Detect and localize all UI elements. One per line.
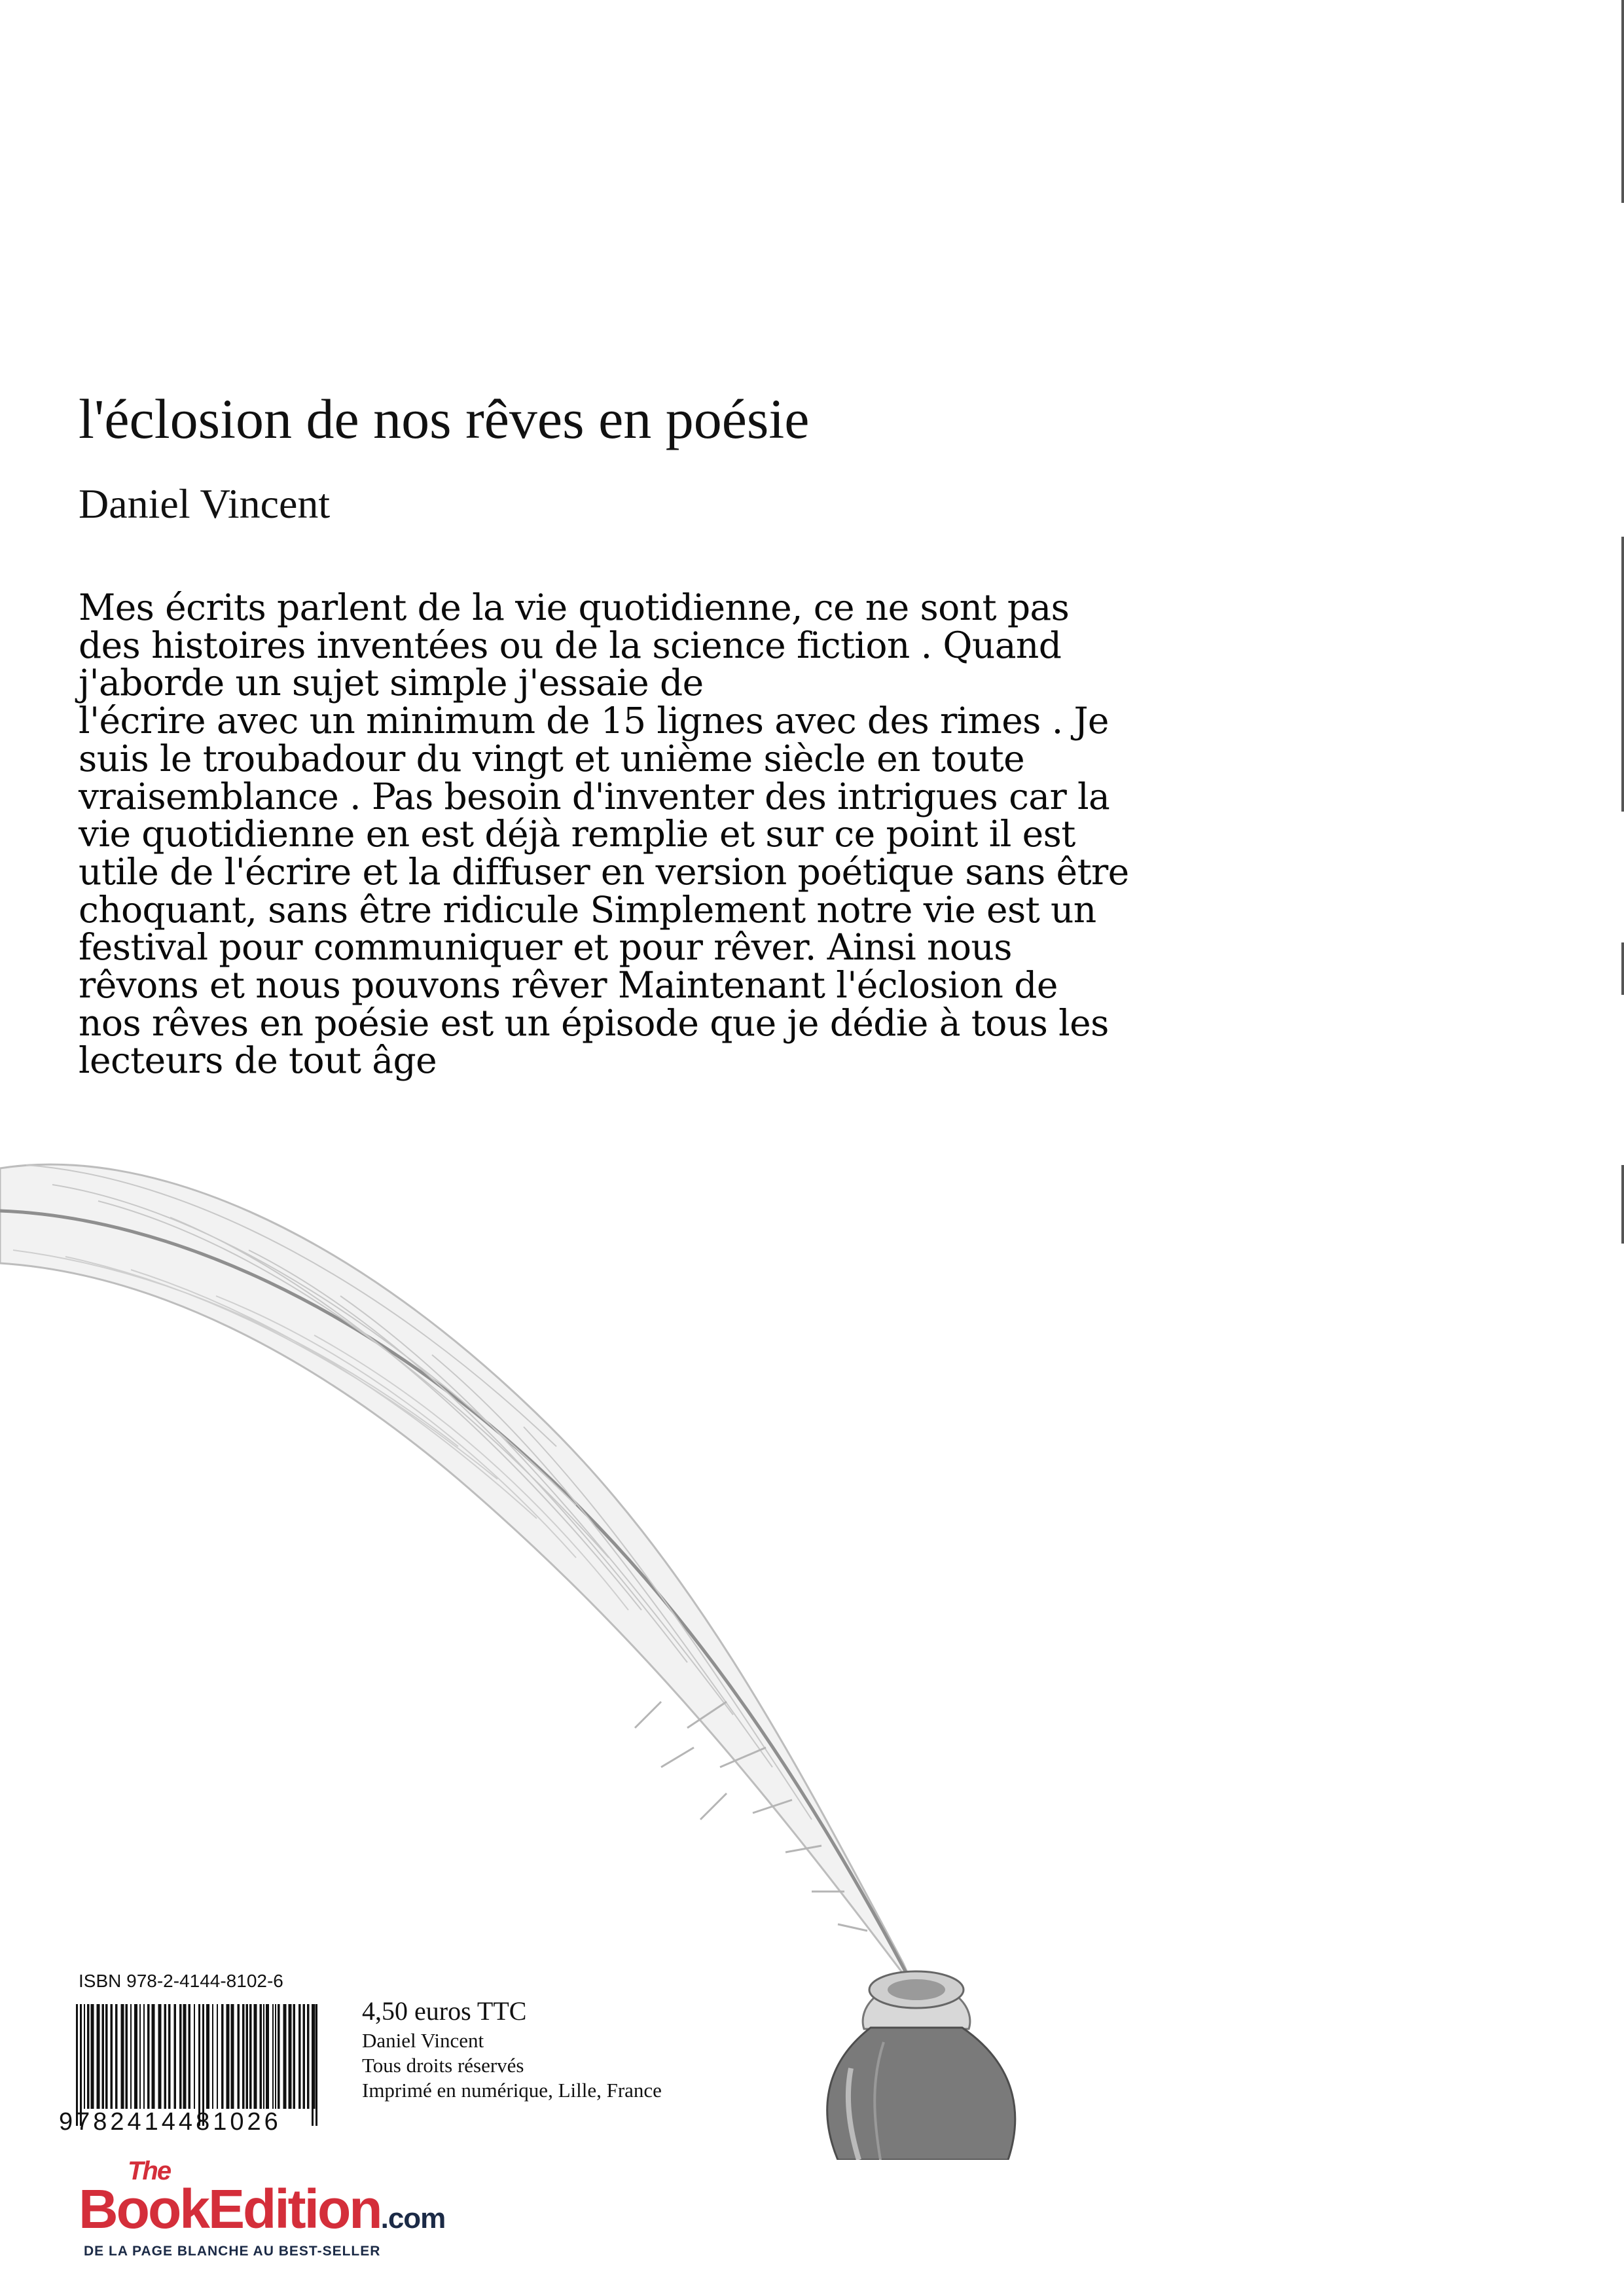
isbn-label: ISBN 978-2-4144-8102-6 [79,1971,283,1991]
trim-edge-mark [1621,537,1624,812]
logo-domain: .com [380,2202,446,2234]
blurb-line: j'aborde un sujet simple j'essaie de [79,662,704,704]
rights-notice: Tous droits réservés [362,2054,524,2077]
blurb-line: choquant, sans être ridicule Simplement notre vie est un [79,888,1096,931]
blurb-line: lecteurs de tout âge [79,1039,437,1082]
logo-prefix: The [128,2157,171,2185]
book-author: Daniel Vincent [79,480,331,527]
printing-notice: Imprimé en numérique, Lille, France [362,2079,662,2102]
blurb-line: Mes écrits parlent de la vie quotidienne, ce ne sont pas [79,586,1070,628]
inkwell [827,1971,1015,2160]
publisher-logo [79,2157,471,2274]
book-title: l'éclosion de nos rêves en poésie [79,387,810,450]
price-label: 4,50 euros TTC [362,1996,527,2026]
back-cover-blurb [79,586,1204,1082]
imprint-author: Daniel Vincent [362,2029,484,2052]
logo-tagline: DE LA PAGE BLANCHE AU BEST-SELLER [84,2244,381,2259]
quill-feather [0,1164,920,2019]
blurb-line: suis le troubadour du vingt et unième siècle en toute [79,737,1025,780]
blurb-line: des histoires inventées ou de la science fiction . Quand [79,624,1062,666]
logo-wordmark [79,2178,445,2250]
blurb-line: festival pour communiquer et pour rêver. Ainsi nous [79,926,1012,969]
trim-edge-mark [1621,0,1624,203]
logo-brand: BookEdition [79,2178,381,2240]
blurb-line: vie quotidienne en est déjà remplie et sur ce point il est [79,813,1075,855]
blurb-line: utile de l'écrire et la diffuser en version poétique sans être [79,850,1129,893]
blurb-line: l'écrire avec un minimum de 15 lignes avec des rimes . Je [79,700,1109,742]
blurb-line: vraisemblance . Pas besoin d'inventer des intrigues car la [79,775,1110,817]
trim-edge-mark [1621,1165,1624,1244]
blurb-line: rêvons et nous pouvons rêver Maintenant l'éclosion de [79,964,1058,1007]
blurb-line: nos rêves en poésie est un épisode que je dédie à tous les [79,1001,1109,1044]
barcode-digits: 9782414481026 [59,2108,281,2136]
trim-edge-mark [1621,942,1624,995]
